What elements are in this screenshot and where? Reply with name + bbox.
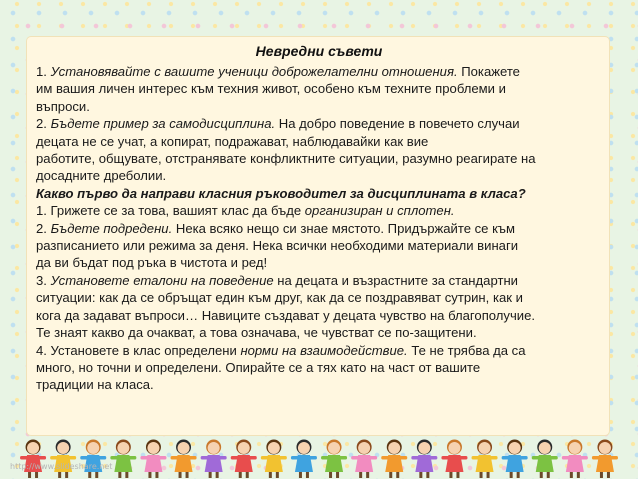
child-figure-icon (110, 440, 136, 479)
text-line (36, 359, 596, 376)
emphasis-text: Установявайте с вашите ученици доброжелателни отношения. (50, 64, 458, 79)
paragraph (36, 115, 596, 185)
children-border-icon (18, 438, 620, 479)
text-run: ситуации: как да се обръщат един към друг, как да се поздравяват сутрин, как и (36, 290, 523, 306)
child-figure-icon (291, 440, 317, 479)
child-figure-icon (381, 440, 407, 479)
text-run: Те не трябва да са (407, 342, 526, 358)
text-line (36, 133, 596, 150)
text-run: много, но точни и определени. Опирайте се а тях като на част от вашите (36, 359, 481, 375)
text-line (36, 80, 596, 97)
text-run: 2. (36, 220, 51, 236)
text-run: на децата и възрастните за стандартни (273, 272, 518, 288)
text-line (36, 98, 596, 115)
text-run: 1. Грижете се за това, вашият клас да бъде (36, 203, 305, 219)
emphasis-text: Какво първо да направи класния ръководител за дисциплината в класа? (36, 185, 526, 201)
text-line (36, 63, 596, 80)
child-figure-icon (261, 440, 287, 479)
child-figure-icon (171, 440, 197, 479)
text-line (36, 324, 596, 341)
child-figure-icon (321, 440, 347, 479)
text-line (36, 167, 596, 184)
text-line (36, 376, 596, 393)
text-line (36, 220, 596, 237)
child-figure-icon (502, 440, 528, 479)
paragraph (36, 185, 596, 202)
text-run: въпроси. (36, 98, 90, 114)
text-line (36, 342, 596, 359)
paragraph (36, 272, 596, 342)
text-run: Нека всяко нещо си знае мястото. Придържайте се към (172, 220, 515, 236)
child-figure-icon (441, 440, 467, 479)
child-figure-icon (472, 440, 498, 479)
text-line (36, 150, 596, 167)
slide-body (36, 63, 596, 394)
text-line (36, 185, 596, 202)
paragraph (36, 202, 596, 219)
text-line (36, 254, 596, 271)
child-figure-icon (351, 440, 377, 479)
text-run: разписанието или режима за деня. Нека всички необходими материали винаги (36, 238, 519, 254)
text-line (36, 272, 596, 289)
child-figure-icon (80, 440, 106, 479)
child-figure-icon (50, 440, 76, 479)
text-run: работите, общувате, отстранявате конфликтните ситуации, разумно реагирате на (36, 151, 536, 167)
text-run: да ви бъдат под ръка в чистота и ред! (36, 255, 268, 271)
emphasis-text: норми на взаимодействие. (240, 342, 408, 358)
text-line (36, 307, 596, 324)
slide-title: Невредни съвети (255, 43, 383, 59)
child-figure-icon (140, 440, 166, 479)
paragraph (36, 63, 596, 115)
text-run: традиции на класа. (36, 377, 154, 393)
text-run: Те знаят какво да очакват, а това означава, че чувстват се по-защитени. (36, 325, 477, 341)
text-line (36, 202, 596, 219)
emphasis-text: организиран и сплотен. (304, 203, 455, 219)
text-run: 4. Установете в клас определени (36, 342, 241, 358)
text-run: досадните дреболии. (36, 168, 167, 184)
paragraph (36, 342, 596, 394)
child-figure-icon (231, 440, 257, 479)
child-figure-icon (201, 440, 227, 479)
child-figure-icon (20, 440, 46, 479)
child-figure-icon (411, 440, 437, 479)
text-run: кога да задават въпроси… Навиците създават у децата чувство на благополучие. (36, 307, 536, 323)
watermark: http://www.slideshare.net (10, 462, 113, 471)
child-figure-icon (592, 440, 618, 479)
paragraph (36, 220, 596, 272)
text-run: децата не се учат, а копират, подражават, наблюдавайки как вие (36, 133, 429, 149)
text-run: На добро поведение в повечето случаи (275, 116, 520, 132)
text-line (36, 289, 596, 306)
text-run: 3. (36, 272, 51, 288)
child-figure-icon (532, 440, 558, 479)
text-line (36, 115, 596, 132)
text-run: 2. (36, 116, 51, 132)
emphasis-text: Установете еталони на поведение (50, 272, 274, 288)
emphasis-text: Бъдете пример за самодисциплина. (50, 116, 276, 132)
text-line (36, 237, 596, 254)
text-run: им вашия личен интерес към техния живот, особено към техните проблеми и (36, 81, 506, 97)
text-run: 1. (36, 64, 51, 79)
text-run: Покажете (457, 64, 520, 79)
children-row-icon (18, 438, 620, 479)
child-figure-icon (562, 440, 588, 479)
emphasis-text: Бъдете подредени. (50, 220, 173, 236)
